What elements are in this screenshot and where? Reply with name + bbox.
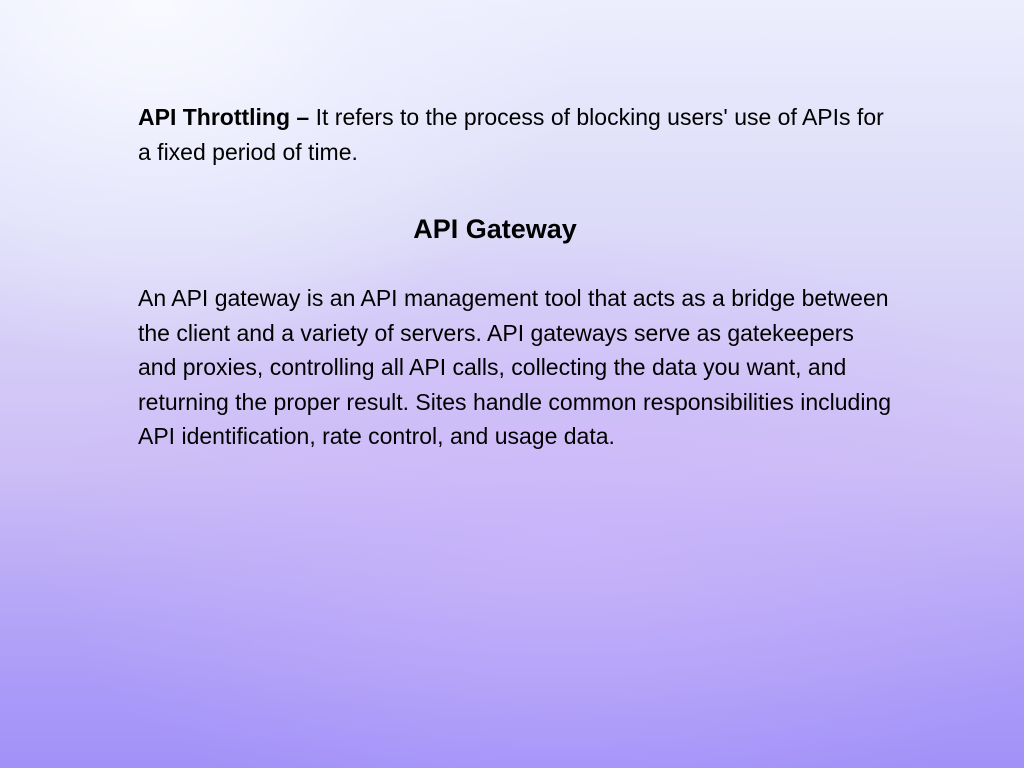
gateway-paragraph: An API gateway is an API management tool that acts as a bridge between the client and a variety of servers. API gateways serve as gatekeepers and proxies, controlling all API calls, collecting the data you want, and returning the proper result. Sites handle common responsibilities including API identification, rate control, and usage data. xyxy=(138,285,892,449)
section-heading: API Gateway xyxy=(413,214,577,244)
throttling-paragraph xyxy=(138,100,898,169)
throttling-definition: It refers to the process of blocking users' use of APIs for a fixed period of time. xyxy=(138,104,884,165)
throttling-term: API Throttling – xyxy=(138,104,310,130)
